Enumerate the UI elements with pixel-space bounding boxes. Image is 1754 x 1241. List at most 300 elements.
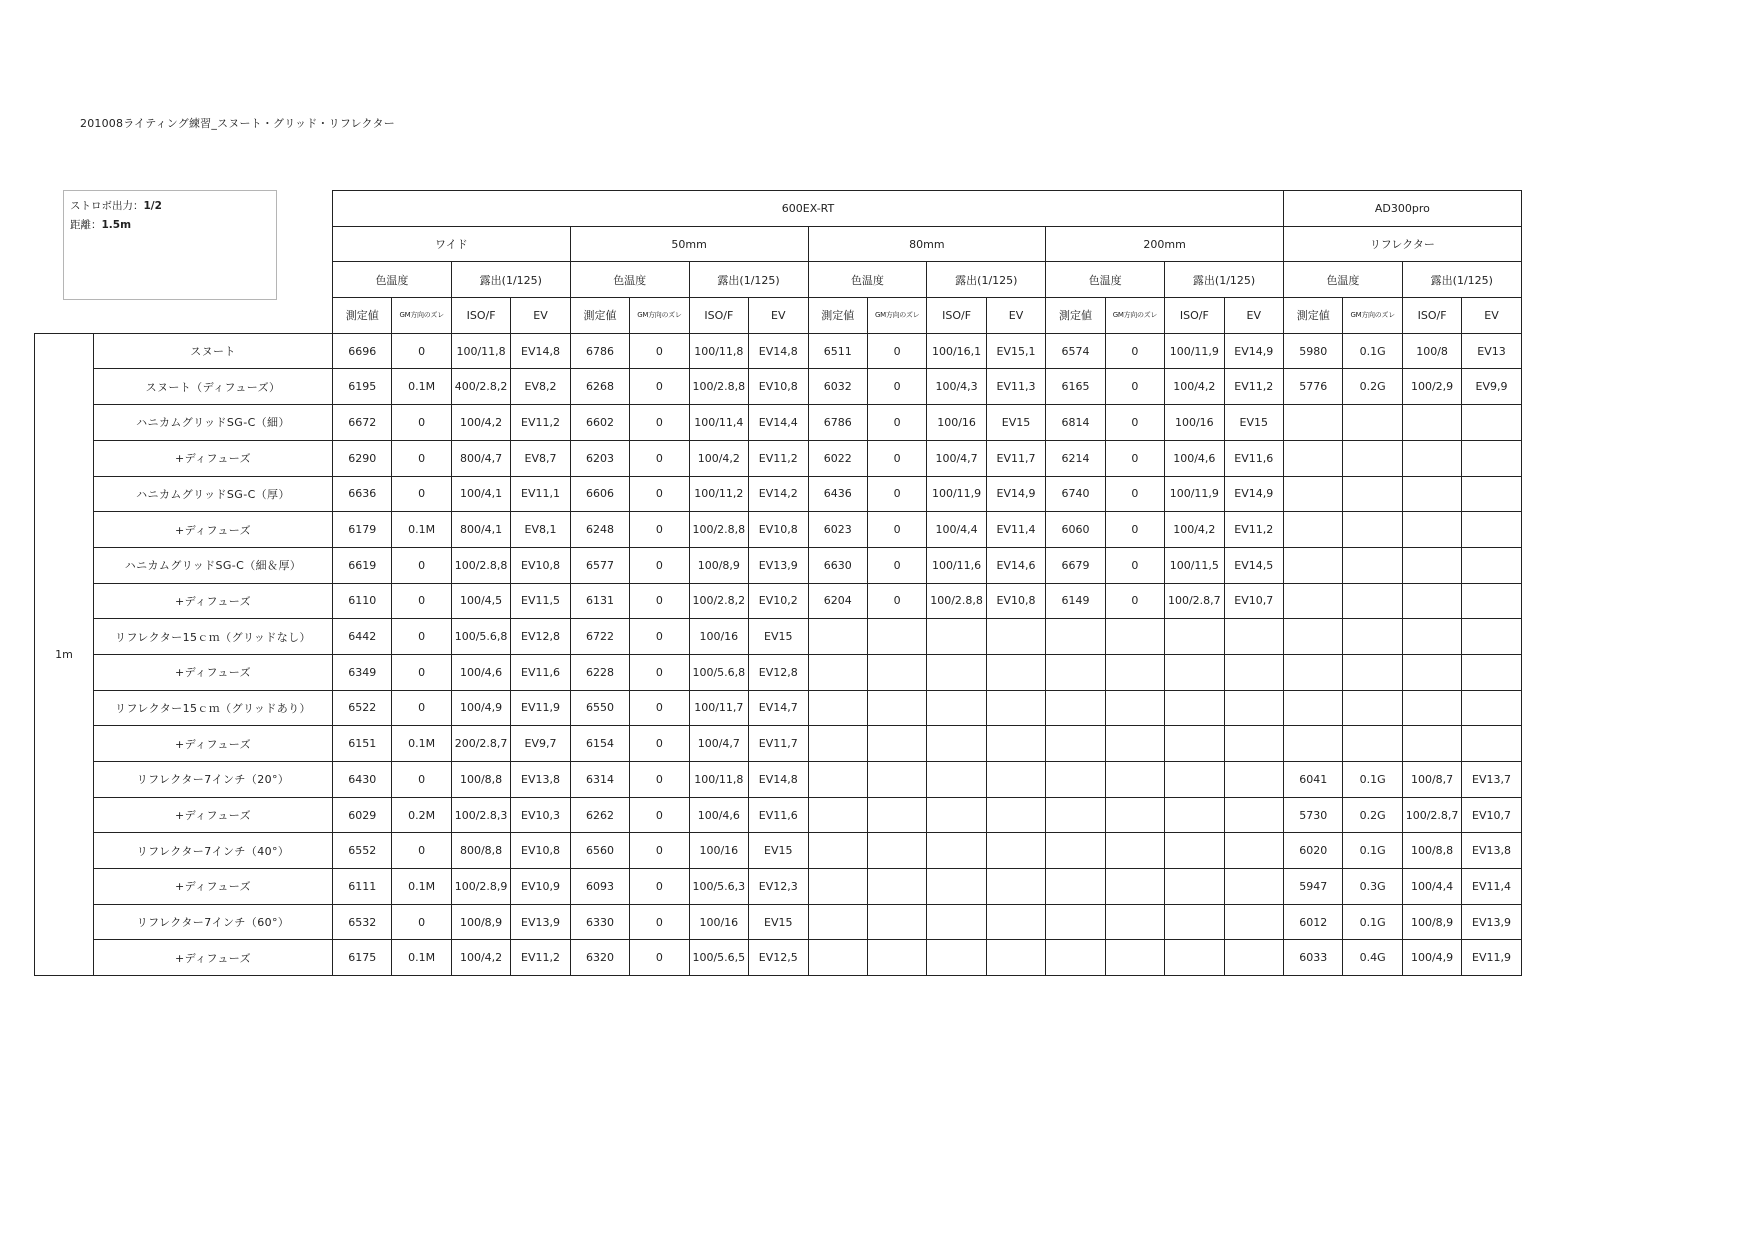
data-cell: 6436 <box>808 476 867 512</box>
data-cell: 100/11,2 <box>689 476 748 512</box>
data-cell: 6214 <box>1046 440 1105 476</box>
data-cell <box>1284 512 1343 548</box>
data-cell <box>1402 405 1461 441</box>
data-cell <box>1343 583 1402 619</box>
data-cell <box>1165 940 1224 976</box>
data-cell: 100/16 <box>689 619 748 655</box>
row-label: リフレクター7インチ（60°） <box>94 904 333 940</box>
data-cell: 0 <box>392 440 451 476</box>
data-cell <box>1224 762 1283 798</box>
data-cell <box>1343 440 1402 476</box>
data-cell <box>808 940 867 976</box>
data-cell: 6349 <box>333 654 392 690</box>
data-cell: EV14,8 <box>749 333 808 369</box>
data-cell: 0 <box>630 654 689 690</box>
data-cell <box>867 904 926 940</box>
data-cell <box>927 833 986 869</box>
data-cell: EV11,6 <box>511 654 570 690</box>
data-cell: 100/4,9 <box>1402 940 1461 976</box>
data-cell <box>1224 833 1283 869</box>
col-measured: 測定値 <box>570 298 629 334</box>
data-cell: EV14,9 <box>1224 333 1283 369</box>
data-cell: 0 <box>630 869 689 905</box>
data-cell: 6740 <box>1046 476 1105 512</box>
data-cell <box>1284 583 1343 619</box>
data-cell <box>1343 654 1402 690</box>
data-cell: EV8,2 <box>511 369 570 405</box>
data-cell: 0 <box>867 476 926 512</box>
data-cell <box>867 654 926 690</box>
data-cell <box>1224 940 1283 976</box>
data-cell: EV10,9 <box>511 869 570 905</box>
data-cell <box>808 690 867 726</box>
data-cell: 100/8,9 <box>1402 904 1461 940</box>
data-cell: 0 <box>392 547 451 583</box>
header-color-temp: 色温度 <box>570 262 689 298</box>
data-cell <box>1224 726 1283 762</box>
data-cell: 0 <box>392 619 451 655</box>
data-cell: 200/2.8,7 <box>451 726 510 762</box>
data-cell: 0 <box>392 333 451 369</box>
data-cell <box>1343 405 1402 441</box>
col-iso-f: ISO/F <box>927 298 986 334</box>
data-cell: 0.1M <box>392 512 451 548</box>
data-cell: EV11,3 <box>986 369 1045 405</box>
data-cell: 100/5.6,5 <box>689 940 748 976</box>
data-cell: EV12,5 <box>749 940 808 976</box>
data-cell: 6522 <box>333 690 392 726</box>
data-cell <box>986 869 1045 905</box>
data-cell: 6330 <box>570 904 629 940</box>
row-label: スヌート（ディフューズ） <box>94 369 333 405</box>
data-cell: 6786 <box>808 405 867 441</box>
data-cell <box>1462 583 1521 619</box>
data-cell: EV11,7 <box>749 726 808 762</box>
data-cell: EV9,7 <box>511 726 570 762</box>
col-ev: EV <box>986 298 1045 334</box>
data-cell: EV11,2 <box>749 440 808 476</box>
data-cell: 6552 <box>333 833 392 869</box>
data-cell: EV13,9 <box>749 547 808 583</box>
table-row <box>35 690 1522 726</box>
col-gm-shift: GM方向のズレ <box>392 298 451 334</box>
row-label: +ディフューズ <box>94 797 333 833</box>
data-cell: EV11,4 <box>986 512 1045 548</box>
data-cell: 6679 <box>1046 547 1105 583</box>
data-cell: 5730 <box>1284 797 1343 833</box>
sheet-title: 201008ライティング練習_スヌート・グリッド・リフレクター <box>80 117 395 130</box>
data-cell: EV9,9 <box>1462 369 1521 405</box>
data-cell: 800/4,7 <box>451 440 510 476</box>
data-cell: 0 <box>1105 333 1164 369</box>
data-cell: 100/2.8,2 <box>689 583 748 619</box>
data-cell: 0 <box>1105 440 1164 476</box>
data-cell <box>1046 940 1105 976</box>
data-cell: 6442 <box>333 619 392 655</box>
data-cell: 100/11,8 <box>689 333 748 369</box>
data-cell: 0 <box>1105 547 1164 583</box>
data-cell: EV14,7 <box>749 690 808 726</box>
data-cell <box>867 869 926 905</box>
data-cell <box>1105 833 1164 869</box>
data-cell: EV8,7 <box>511 440 570 476</box>
data-cell: 100/8 <box>1402 333 1461 369</box>
row-label: +ディフューズ <box>94 654 333 690</box>
data-cell <box>808 833 867 869</box>
data-cell: 0 <box>867 369 926 405</box>
data-cell: 100/4,7 <box>689 726 748 762</box>
col-measured: 測定値 <box>333 298 392 334</box>
data-cell: 0 <box>392 762 451 798</box>
data-cell: 100/2.8,8 <box>689 512 748 548</box>
data-cell: 0 <box>630 940 689 976</box>
data-cell: 100/8,7 <box>1402 762 1461 798</box>
data-cell: 100/4,4 <box>927 512 986 548</box>
data-cell: 5947 <box>1284 869 1343 905</box>
data-cell <box>1165 726 1224 762</box>
data-cell <box>1343 476 1402 512</box>
data-cell: 6195 <box>333 369 392 405</box>
data-cell <box>1402 512 1461 548</box>
data-cell: 100/16 <box>927 405 986 441</box>
data-cell <box>808 797 867 833</box>
data-cell: EV11,2 <box>511 405 570 441</box>
data-cell <box>927 940 986 976</box>
data-cell: 100/11,8 <box>451 333 510 369</box>
data-cell <box>986 654 1045 690</box>
data-cell <box>808 619 867 655</box>
data-cell: EV11,9 <box>1462 940 1521 976</box>
data-cell: 6032 <box>808 369 867 405</box>
data-cell <box>1046 654 1105 690</box>
table-row <box>35 512 1522 548</box>
data-cell: 100/2.8,8 <box>927 583 986 619</box>
data-cell <box>927 904 986 940</box>
data-cell: EV13,8 <box>511 762 570 798</box>
data-cell: 100/2.8,9 <box>451 869 510 905</box>
table-row <box>35 869 1522 905</box>
header-exposure: 露出(1/125) <box>1165 262 1284 298</box>
data-cell: EV10,3 <box>511 797 570 833</box>
data-cell <box>1165 690 1224 726</box>
data-cell <box>1284 619 1343 655</box>
data-cell <box>867 762 926 798</box>
data-cell <box>1462 726 1521 762</box>
data-cell <box>1046 833 1105 869</box>
data-cell: 0.1M <box>392 869 451 905</box>
data-cell: 100/4,6 <box>451 654 510 690</box>
data-cell: EV12,8 <box>749 654 808 690</box>
data-cell: 100/11,8 <box>689 762 748 798</box>
row-label: +ディフューズ <box>94 940 333 976</box>
data-cell: 100/11,4 <box>689 405 748 441</box>
data-cell <box>1165 904 1224 940</box>
data-cell <box>927 654 986 690</box>
data-cell <box>1402 654 1461 690</box>
data-cell <box>1343 619 1402 655</box>
data-cell <box>1224 904 1283 940</box>
data-cell: EV13,9 <box>1462 904 1521 940</box>
data-cell <box>867 833 926 869</box>
row-label: ハニカムグリッドSG-C（細＆厚） <box>94 547 333 583</box>
col-iso-f: ISO/F <box>1402 298 1461 334</box>
data-cell <box>1105 797 1164 833</box>
data-cell: 0 <box>392 833 451 869</box>
data-cell: 6630 <box>808 547 867 583</box>
header-lens-reflector: リフレクター <box>1284 226 1522 262</box>
data-cell: 0 <box>630 726 689 762</box>
data-cell: 6020 <box>1284 833 1343 869</box>
data-cell <box>1105 690 1164 726</box>
row-label: リフレクター7インチ（20°） <box>94 762 333 798</box>
table-row <box>35 904 1522 940</box>
data-cell: 0.1M <box>392 726 451 762</box>
header-lens-wide: ワイド <box>333 226 571 262</box>
data-cell: 0 <box>1105 583 1164 619</box>
col-gm-shift: GM方向のズレ <box>867 298 926 334</box>
data-cell: 0 <box>1105 476 1164 512</box>
header-exposure: 露出(1/125) <box>927 262 1046 298</box>
data-cell: EV10,8 <box>511 547 570 583</box>
data-cell: EV14,8 <box>511 333 570 369</box>
data-cell: 100/8,8 <box>1402 833 1461 869</box>
data-cell <box>1402 690 1461 726</box>
data-cell: 0 <box>1105 405 1164 441</box>
data-cell: EV14,4 <box>749 405 808 441</box>
data-cell <box>986 940 1045 976</box>
data-cell: 100/4,5 <box>451 583 510 619</box>
row-label: +ディフューズ <box>94 440 333 476</box>
data-cell: 100/11,9 <box>1165 333 1224 369</box>
data-cell: 0 <box>630 762 689 798</box>
data-cell: 6093 <box>570 869 629 905</box>
data-cell: 0.1G <box>1343 904 1402 940</box>
data-cell <box>927 797 986 833</box>
header-row-group <box>35 262 1522 298</box>
data-cell: 0 <box>392 690 451 726</box>
col-measured: 測定値 <box>808 298 867 334</box>
data-cell: EV11,7 <box>986 440 1045 476</box>
row-label: +ディフューズ <box>94 726 333 762</box>
data-cell: 6814 <box>1046 405 1105 441</box>
table-row <box>35 654 1522 690</box>
data-cell <box>1402 619 1461 655</box>
data-cell: 6154 <box>570 726 629 762</box>
data-cell <box>1343 726 1402 762</box>
data-cell: EV15 <box>749 904 808 940</box>
data-cell: 6550 <box>570 690 629 726</box>
data-cell <box>1402 583 1461 619</box>
data-cell <box>867 619 926 655</box>
data-cell: 6532 <box>333 904 392 940</box>
data-cell: 6574 <box>1046 333 1105 369</box>
data-cell <box>867 940 926 976</box>
data-cell: 6023 <box>808 512 867 548</box>
data-cell: EV11,4 <box>1462 869 1521 905</box>
data-cell: 100/8,8 <box>451 762 510 798</box>
data-cell <box>986 833 1045 869</box>
data-cell <box>1462 405 1521 441</box>
data-cell: 6577 <box>570 547 629 583</box>
data-cell <box>1462 654 1521 690</box>
data-cell <box>1105 762 1164 798</box>
data-cell: 6012 <box>1284 904 1343 940</box>
data-cell <box>1165 654 1224 690</box>
col-gm-shift: GM方向のズレ <box>630 298 689 334</box>
data-cell: 0 <box>630 440 689 476</box>
data-cell: EV15 <box>749 619 808 655</box>
data-cell: 100/11,9 <box>927 476 986 512</box>
data-cell <box>1284 726 1343 762</box>
data-cell: 100/5.6,8 <box>689 654 748 690</box>
table-row <box>35 440 1522 476</box>
data-cell: EV10,8 <box>749 512 808 548</box>
data-cell: EV11,6 <box>749 797 808 833</box>
data-cell: 6430 <box>333 762 392 798</box>
data-cell: 0 <box>630 833 689 869</box>
data-cell <box>1046 619 1105 655</box>
data-cell: 6786 <box>570 333 629 369</box>
data-cell: EV12,3 <box>749 869 808 905</box>
header-lens-50mm: 50mm <box>570 226 808 262</box>
data-cell: 0 <box>1105 512 1164 548</box>
header-row-flash <box>35 191 1522 227</box>
row-label: ハニカムグリッドSG-C（厚） <box>94 476 333 512</box>
col-measured: 測定値 <box>1284 298 1343 334</box>
data-cell: 6179 <box>333 512 392 548</box>
data-cell: EV15 <box>1224 405 1283 441</box>
data-cell <box>1284 405 1343 441</box>
data-cell: EV10,2 <box>749 583 808 619</box>
data-cell: EV11,2 <box>1224 369 1283 405</box>
data-cell: 6228 <box>570 654 629 690</box>
data-cell: 100/2.8,8 <box>689 369 748 405</box>
row-label: リフレクター7インチ（40°） <box>94 833 333 869</box>
data-cell <box>808 654 867 690</box>
data-cell <box>1343 690 1402 726</box>
data-cell: 6111 <box>333 869 392 905</box>
data-cell: 100/4,2 <box>689 440 748 476</box>
data-cell: EV12,8 <box>511 619 570 655</box>
data-cell: 100/2.8,3 <box>451 797 510 833</box>
data-cell: 6606 <box>570 476 629 512</box>
data-cell: EV15,1 <box>986 333 1045 369</box>
data-cell: 0.1M <box>392 369 451 405</box>
table-row <box>35 619 1522 655</box>
data-cell <box>1165 869 1224 905</box>
data-cell: 100/16 <box>689 833 748 869</box>
data-cell <box>1462 440 1521 476</box>
strobe-output-value: 1/2 <box>143 200 162 212</box>
data-cell <box>1462 619 1521 655</box>
data-cell: 800/8,8 <box>451 833 510 869</box>
data-cell: EV14,6 <box>986 547 1045 583</box>
data-cell: 100/4,7 <box>927 440 986 476</box>
data-cell: 0 <box>630 619 689 655</box>
data-cell: 100/2.8,7 <box>1402 797 1461 833</box>
data-cell: 100/8,9 <box>689 547 748 583</box>
data-cell <box>1105 940 1164 976</box>
header-row-lens <box>35 226 1522 262</box>
data-cell: 0.1G <box>1343 333 1402 369</box>
data-cell: 0 <box>630 904 689 940</box>
data-cell <box>1284 654 1343 690</box>
header-blank <box>35 262 333 298</box>
data-cell <box>1046 690 1105 726</box>
data-cell <box>986 619 1045 655</box>
data-cell: 0.2M <box>392 797 451 833</box>
data-cell <box>1105 654 1164 690</box>
data-cell <box>927 762 986 798</box>
data-cell: 6636 <box>333 476 392 512</box>
data-cell: EV11,5 <box>511 583 570 619</box>
data-cell: EV13,8 <box>1462 833 1521 869</box>
table-row <box>35 762 1522 798</box>
data-cell: 0 <box>630 690 689 726</box>
table-row <box>35 333 1522 369</box>
data-cell: 100/16,1 <box>927 333 986 369</box>
data-cell <box>927 726 986 762</box>
data-cell <box>867 690 926 726</box>
data-cell: 5980 <box>1284 333 1343 369</box>
col-ev: EV <box>1462 298 1521 334</box>
data-cell: 6033 <box>1284 940 1343 976</box>
data-cell: EV11,2 <box>511 940 570 976</box>
data-cell: 0 <box>392 476 451 512</box>
data-cell <box>1284 690 1343 726</box>
header-color-temp: 色温度 <box>1284 262 1403 298</box>
data-cell <box>927 869 986 905</box>
data-cell: 100/11,6 <box>927 547 986 583</box>
distance-value: 1.5m <box>101 219 132 231</box>
data-cell <box>1462 512 1521 548</box>
data-cell: 6560 <box>570 833 629 869</box>
data-cell: 0 <box>867 405 926 441</box>
data-cell: 0.2G <box>1343 797 1402 833</box>
data-cell <box>1224 654 1283 690</box>
data-cell: 100/4,2 <box>1165 369 1224 405</box>
data-cell: EV11,2 <box>1224 512 1283 548</box>
data-cell: 0 <box>867 440 926 476</box>
data-cell: EV14,5 <box>1224 547 1283 583</box>
data-cell <box>1224 690 1283 726</box>
data-cell: EV13 <box>1462 333 1521 369</box>
data-cell: 100/11,7 <box>689 690 748 726</box>
data-cell: EV10,8 <box>749 369 808 405</box>
data-cell: 0 <box>630 547 689 583</box>
header-exposure: 露出(1/125) <box>1402 262 1521 298</box>
data-cell: EV14,8 <box>749 762 808 798</box>
data-cell: 6029 <box>333 797 392 833</box>
data-cell: 6268 <box>570 369 629 405</box>
data-cell: 0 <box>630 476 689 512</box>
data-cell: 0 <box>1105 369 1164 405</box>
table-row <box>35 940 1522 976</box>
data-cell: 6131 <box>570 583 629 619</box>
data-cell: EV8,1 <box>511 512 570 548</box>
data-cell <box>1046 869 1105 905</box>
data-cell <box>1462 547 1521 583</box>
header-exposure: 露出(1/125) <box>451 262 570 298</box>
data-cell: 100/4,9 <box>451 690 510 726</box>
header-color-temp: 色温度 <box>808 262 927 298</box>
data-cell: 6602 <box>570 405 629 441</box>
table-row <box>35 405 1522 441</box>
data-cell: 6204 <box>808 583 867 619</box>
data-cell: EV10,7 <box>1224 583 1283 619</box>
data-cell <box>1462 476 1521 512</box>
data-cell: 0 <box>392 654 451 690</box>
